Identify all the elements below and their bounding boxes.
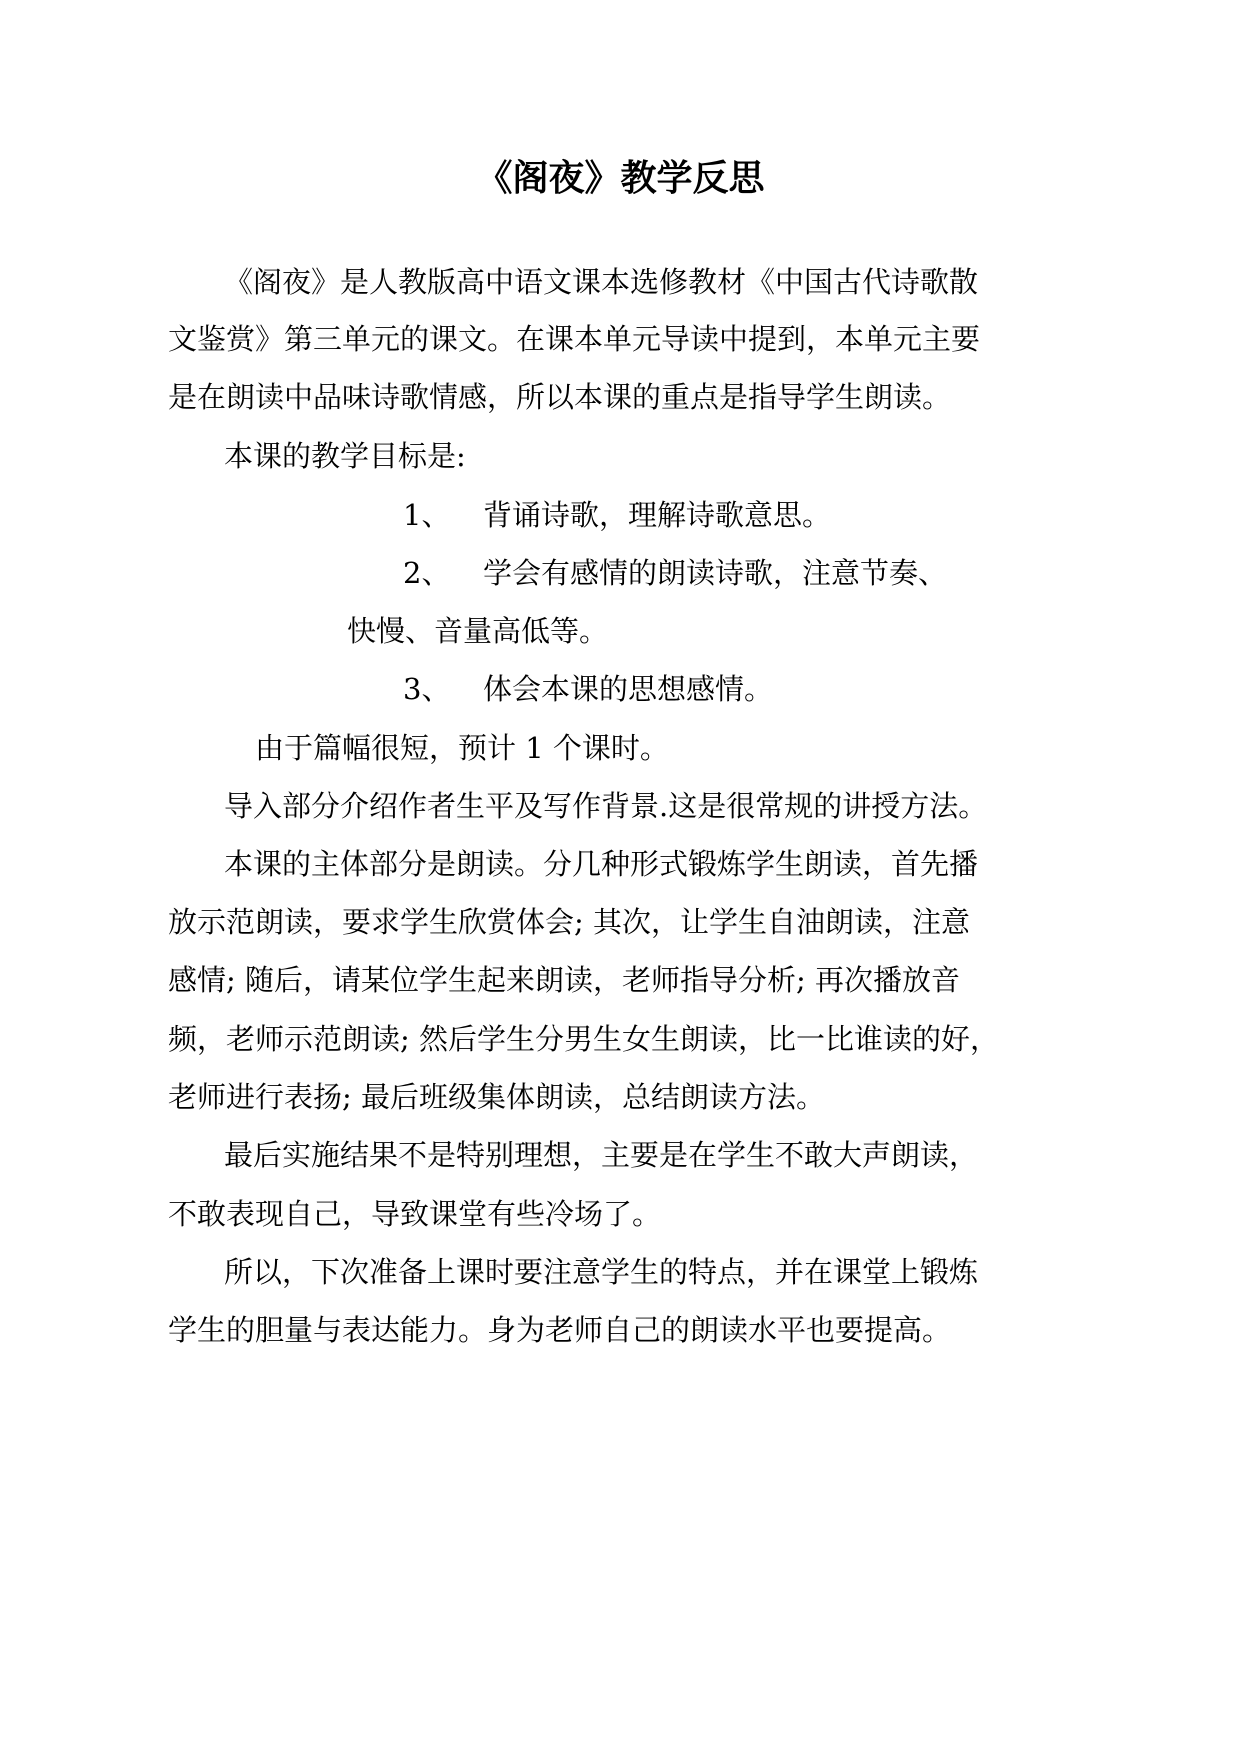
result-line-2: 不敢表现自己，导致课堂有些冷场了。: [168, 1197, 662, 1231]
duration-paragraph: 由于篇幅很短，预计 1 个课时。: [255, 731, 669, 765]
objective-item-3: [403, 669, 773, 709]
intro-line-3: 是在朗读中品味诗歌情感，所以本课的重点是指导学生朗读。: [168, 380, 952, 414]
intro-line-2: 文鉴赏》第三单元的课文。在课本单元导读中提到，本单元主要: [168, 322, 981, 356]
main-part-line-4: 频，老师示范朗读; 然后学生分男生女生朗读，比一比谁读的好，: [168, 1022, 999, 1056]
objective-number: 1、: [403, 498, 451, 532]
result-line-1: 最后实施结果不是特别理想，主要是在学生不敢大声朗读，: [224, 1138, 979, 1172]
objectives-heading: 本课的教学目标是:: [224, 439, 466, 473]
next-line-1: 所以，下次准备上课时要注意学生的特点，并在课堂上锻炼: [224, 1255, 979, 1289]
intro-part-paragraph: 导入部分介绍作者生平及写作背景.这是很常规的讲授方法。: [224, 789, 988, 823]
objective-number: 2、: [403, 556, 451, 590]
main-part-line-3: 感情; 随后，请某位学生起来朗读，老师指导分析; 再次播放音: [168, 963, 960, 997]
objective-number: 3、: [403, 672, 451, 706]
main-part-line-1: 本课的主体部分是朗读。分几种形式锻炼学生朗读，首先播: [224, 847, 979, 881]
main-part-line-2: 放示范朗读，要求学生欣赏体会; 其次，让学生自油朗读，注意: [168, 905, 970, 939]
objective-text: 体会本课的思想感情。: [483, 672, 774, 706]
document-title: 《阁夜》教学反思: [476, 158, 765, 199]
objective-item-2: [403, 553, 947, 593]
next-line-2: 学生的胆量与表达能力。身为老师自己的朗读水平也要提高。: [168, 1313, 952, 1347]
objective-item-2-continued: 快慢、音量高低等。: [347, 614, 609, 648]
objective-text: 学会有感情的朗读诗歌，注意节奏、: [483, 556, 948, 590]
intro-line-1: 《阁夜》是人教版高中语文课本选修教材《中国古代诗歌散: [224, 265, 979, 299]
objective-text: 背诵诗歌，理解诗歌意思。: [483, 498, 832, 532]
main-part-line-5: 老师进行表扬; 最后班级集体朗读，总结朗读方法。: [168, 1080, 825, 1114]
objective-item-1: [403, 495, 831, 535]
